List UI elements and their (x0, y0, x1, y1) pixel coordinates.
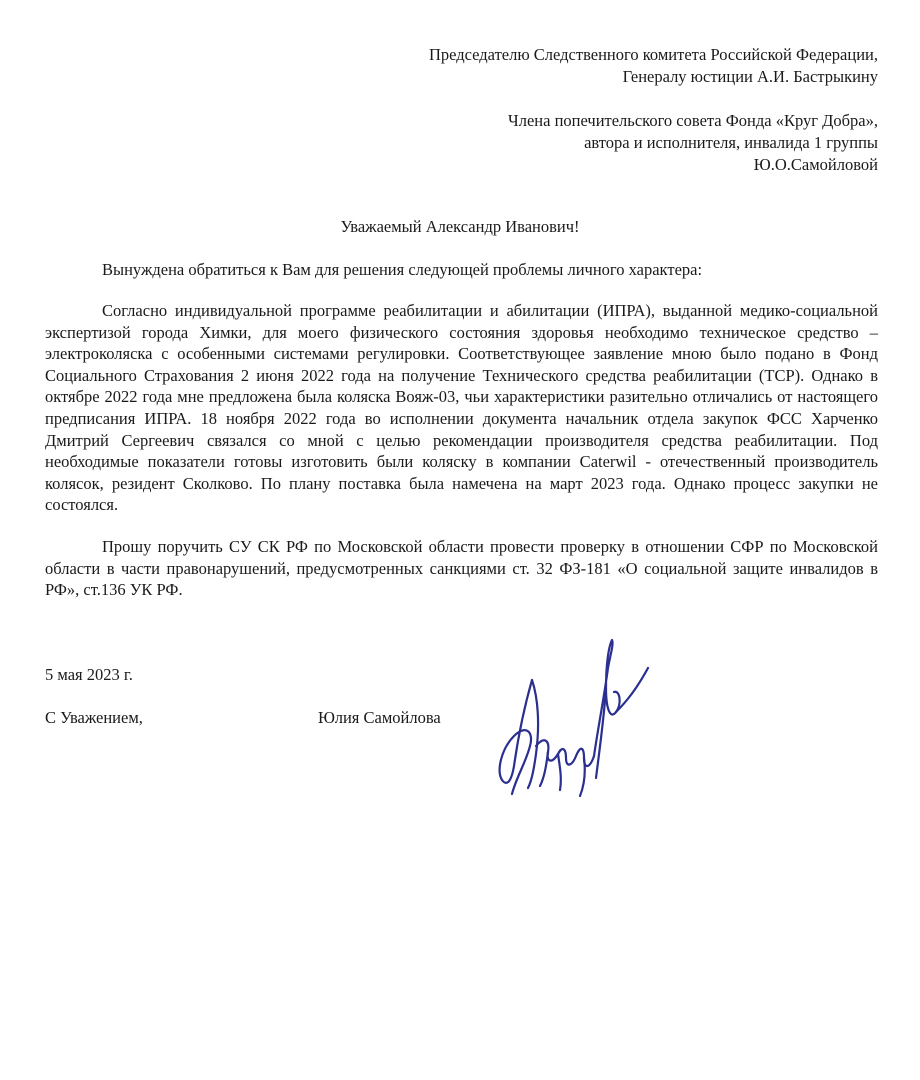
main-paragraph: Согласно индивидуальной программе реабилитации и абилитации (ИПРА), выданной медико-социальной экспертизой города Химки, для моего физического состояния здоровья необходимо техническое средство – электроколяска с особенными системами регулировки. Соответствующее заявление мною было подано в Фонд Социального Страхования 2 июня 2022 года на получение Технического средства реабилитации (ТСР). Однако в октябре 2022 года мне предложена была коляска Вояж-03, чьи характеристики разительно отличались от настоящего предписания ИПРА. 18 ноября 2022 года во исполнении документа начальник отдела закупок ФСС Харченко Дмитрий Сергеевич связался со мной с целью рекомендации производителя средства реабилитации. Под необходимые показатели готовы изготовить были коляску в компании Caterwil - отечественный производитель колясок, резидент Сколково. По плану поставка была намечена на март 2023 года. Однако процесс закупки не состоялся. (45, 301, 878, 515)
request-paragraph: Прошу поручить СУ СК РФ по Московской области провести проверку в отношении СФР по Московской области в части правонарушений, предусмотренных санкциями ст. 32 ФЗ-181 «О социальной защите инвалидов в РФ», ст.136 УК РФ. (45, 537, 878, 600)
recipient-line-1: Председателю Следственного комитета Российской Федерации, (428, 45, 878, 64)
intro-paragraph: Вынуждена обратиться к Вам для решения следующей проблемы личного характера: (102, 260, 703, 279)
sender-line-1: Члена попечительского совета Фонда «Круг Добра», (508, 111, 878, 130)
recipient-line-2: Генералу юстиции А.И. Бастрыкину (622, 67, 878, 86)
recipient-block (429, 44, 878, 88)
sender-block (508, 110, 878, 176)
handwritten-signature (488, 628, 658, 803)
sender-line-3: Ю.О.Самойловой (753, 155, 878, 174)
closing-phrase: С Уважением, (45, 708, 143, 727)
letter-date: 5 мая 2023 г. (45, 665, 133, 684)
salutation: Уважаемый Александр Иванович! (340, 217, 580, 236)
sender-line-2: автора и исполнителя, инвалида 1 группы (584, 133, 878, 152)
signer-name: Юлия Самойлова (318, 708, 441, 727)
